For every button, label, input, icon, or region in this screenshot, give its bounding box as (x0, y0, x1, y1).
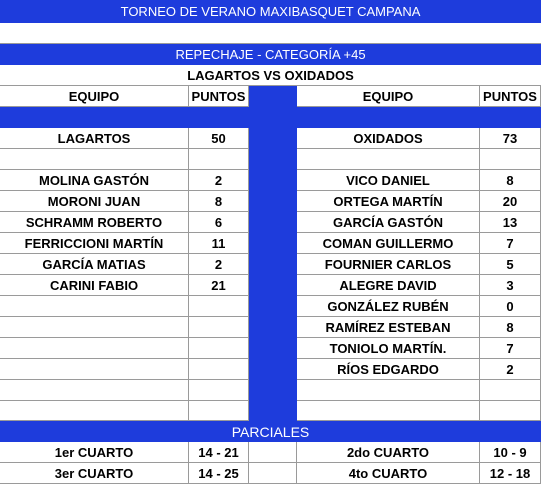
player-left-points: 2 (189, 170, 249, 191)
player-right-points: 20 (480, 191, 541, 212)
blank-cell (0, 380, 189, 401)
q4-score: 12 - 18 (480, 463, 541, 484)
player-right-name: GARCÍA GASTÓN (297, 212, 480, 233)
matchup-row (0, 65, 541, 86)
q1-score: 14 - 21 (189, 442, 249, 463)
q1-label: 1er CUARTO (0, 442, 189, 463)
player-right-name: COMAN GUILLERMO (297, 233, 480, 254)
team-right-name: OXIDADOS (297, 128, 480, 149)
player-left-points (189, 296, 249, 317)
q2-label: 2do CUARTO (297, 442, 480, 463)
q3-label: 3er CUARTO (0, 463, 189, 484)
blank-cell (0, 149, 189, 170)
blank-cell (480, 401, 541, 421)
blank-cell (480, 149, 541, 170)
player-right-name: RÍOS EDGARDO (297, 359, 480, 380)
header-team-right: EQUIPO (297, 86, 480, 107)
player-left-name (0, 296, 189, 317)
q2-score: 10 - 9 (480, 442, 541, 463)
blank-cell (189, 401, 249, 421)
player-left-points (189, 338, 249, 359)
player-left-points: 6 (189, 212, 249, 233)
player-left-name: MORONI JUAN (0, 191, 189, 212)
player-right-points: 8 (480, 170, 541, 191)
blank-cell (297, 149, 480, 170)
blank-cell (189, 380, 249, 401)
player-right-points: 8 (480, 317, 541, 338)
player-left-name: GARCÍA MATIAS (0, 254, 189, 275)
player-right-name: GONZÁLEZ RUBÉN (297, 296, 480, 317)
blank-cell (297, 380, 480, 401)
player-right-points: 0 (480, 296, 541, 317)
player-right-name: VICO DANIEL (297, 170, 480, 191)
player-left-name: CARINI FABIO (0, 275, 189, 296)
q4-label: 4to CUARTO (297, 463, 480, 484)
tournament-title: TORNEO DE VERANO MAXIBASQUET CAMPANA (120, 4, 421, 19)
player-right-points: 7 (480, 338, 541, 359)
team-left-name: LAGARTOS (0, 128, 189, 149)
blank-cell (0, 401, 189, 421)
category-banner (0, 44, 541, 65)
parciales-banner (0, 421, 541, 442)
player-left-points: 11 (189, 233, 249, 254)
player-right-name: FOURNIER CARLOS (297, 254, 480, 275)
player-right-name: ORTEGA MARTÍN (297, 191, 480, 212)
player-left-name (0, 359, 189, 380)
parciales-title: PARCIALES (231, 423, 310, 440)
header-points-left: PUNTOS (189, 86, 249, 107)
player-right-points: 13 (480, 212, 541, 233)
player-right-name: TONIOLO MARTÍN. (297, 338, 480, 359)
spacer-cell (249, 442, 297, 463)
blank-cell (480, 380, 541, 401)
player-right-name: RAMÍREZ ESTEBAN (297, 317, 480, 338)
player-left-name: SCHRAMM ROBERTO (0, 212, 189, 233)
blank-row (0, 23, 541, 44)
player-left-points (189, 359, 249, 380)
middle-divider-column (249, 86, 297, 421)
player-left-points: 8 (189, 191, 249, 212)
player-left-name (0, 317, 189, 338)
q3-score: 14 - 25 (189, 463, 249, 484)
player-left-points: 21 (189, 275, 249, 296)
team-right-score: 73 (480, 128, 541, 149)
player-right-points: 3 (480, 275, 541, 296)
header-team-left: EQUIPO (0, 86, 189, 107)
header-points-right: PUNTOS (480, 86, 541, 107)
team-left-score: 50 (189, 128, 249, 149)
title-banner (0, 0, 541, 23)
player-left-name: MOLINA GASTÓN (0, 170, 189, 191)
player-left-name: FERRICCIONI MARTÍN (0, 233, 189, 254)
player-left-points (189, 317, 249, 338)
player-right-points: 2 (480, 359, 541, 380)
player-right-points: 7 (480, 233, 541, 254)
player-right-points: 5 (480, 254, 541, 275)
player-left-points: 2 (189, 254, 249, 275)
spacer-cell (249, 463, 297, 484)
player-right-name: ALEGRE DAVID (297, 275, 480, 296)
blank-cell (189, 149, 249, 170)
matchup-title: LAGARTOS VS OXIDADOS (187, 67, 354, 83)
player-left-name (0, 338, 189, 359)
category-title: REPECHAJE - CATEGORÍA +45 (175, 47, 366, 62)
blank-cell (297, 401, 480, 421)
